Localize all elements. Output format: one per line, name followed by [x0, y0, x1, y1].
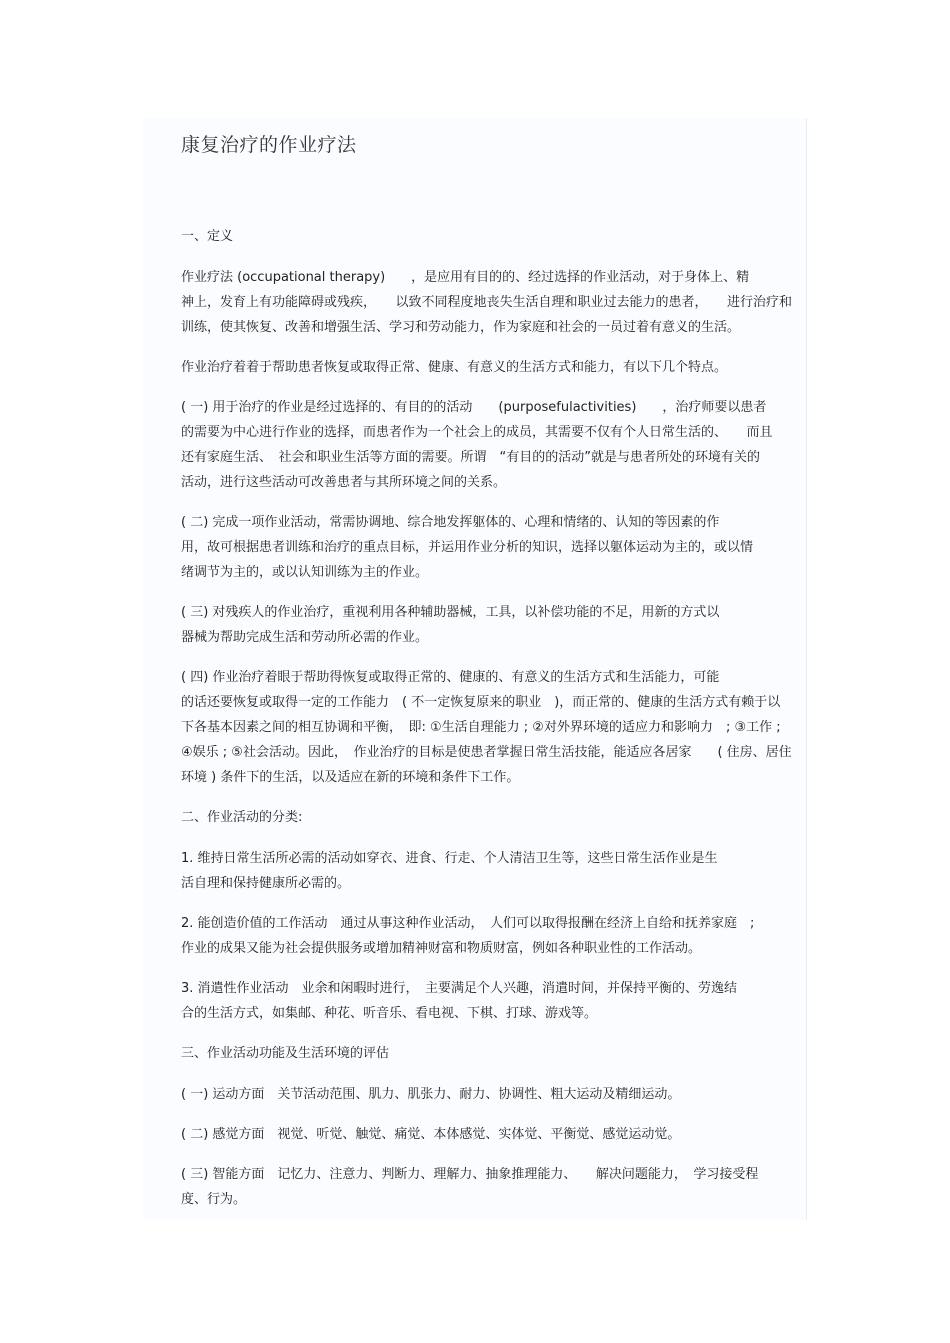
text-line: ④娱乐 ; ⑤社会活动。因此， 作业治疗的目标是使患者掌握日常生活技能，能适应各居家 ( 住房、居住 — [181, 745, 792, 760]
text-line: ( 三) 智能方面 记忆力、注意力、判断力、理解力、抽象推理能力、 解决问题能力， 学习接受程 — [181, 1167, 759, 1182]
text-line: ( 三) 对残疾人的作业治疗，重视利用各种辅助器械，工具，以补偿功能的不足，用新的方式以 — [181, 605, 720, 620]
paragraph — [143, 1162, 807, 1212]
text-line: 作业治疗着着于帮助患者恢复或取得正常、健康、有意义的生活方式和能力，有以下几个特点。 — [181, 360, 728, 375]
document-title: 康复治疗的作业疗法 — [181, 134, 357, 156]
text-line: 作业疗法 (occupational therapy) ，是应用有目的的、经过选择的作业活动，对于身体上、精 — [181, 270, 750, 285]
text-line: 下各基本因素之间的相互协调和平衡， 即: ①生活自理能力 ; ②对外界环境的适应力和影响力 ; ③工作 ; — [181, 720, 781, 735]
paragraph — [143, 600, 807, 650]
text-line: 1. 维持日常生活所必需的活动如穿衣、进食、行走、个人清洁卫生等，这些日常生活作业是生 — [181, 851, 718, 866]
text-line: 活自理和保持健康所必需的。 — [181, 876, 351, 891]
paragraph — [143, 355, 807, 380]
paragraph — [143, 510, 807, 585]
paragraph — [143, 911, 807, 961]
text-line: 器械为帮助完成生活和劳动所必需的作业。 — [181, 630, 429, 645]
document-body — [143, 224, 807, 1227]
text-line: 还有家庭生活、 社会和职业生活等方面的需要。所谓 “有目的的活动”就是与患者所处的环境有关的 — [181, 450, 760, 465]
paragraph — [143, 1082, 807, 1107]
text-line: ( 一) 用于治疗的作业是经过选择的、有目的的活动 (purposefulactivities) ，治疗师要以患者 — [181, 400, 767, 415]
text-line: 环境 ) 条件下的生活，以及适应在新的环境和条件下工作。 — [181, 770, 520, 785]
paragraph — [143, 976, 807, 1026]
text-line: 3. 消遣性作业活动 业余和闲暇时进行， 主要满足个人兴趣，消遣时间，并保持平衡的、劳逸结 — [181, 981, 738, 996]
paragraph — [143, 395, 807, 495]
text-line: 训练，使其恢复、改善和增强生活、学习和劳动能力，作为家庭和社会的一员过着有意义的生活。 — [181, 320, 741, 335]
text-line: 的话还要恢复或取得一定的工作能力 ( 不一定恢复原来的职业 )，而正常的、健康的生活方式有赖于以 — [181, 695, 781, 710]
text-line: ( 四) 作业治疗着眼于帮助得恢复或取得正常的、健康的、有意义的生活方式和生活能力，可能 — [181, 670, 720, 685]
text-line: 神上，发育上有功能障碍或残疾， 以致不同程度地丧失生活自理和职业过去能力的患者， 进行治疗和 — [181, 295, 793, 310]
paragraph — [143, 1122, 807, 1147]
text-line: 三、作业活动功能及生活环境的评估 — [181, 1046, 390, 1061]
section-heading — [181, 1041, 807, 1066]
text-line: ( 二) 感觉方面 视觉、听觉、触觉、痛觉、本体感觉、实体觉、平衡觉、感觉运动觉。 — [181, 1127, 681, 1142]
document-page — [143, 118, 807, 1220]
text-line: ( 二) 完成一项作业活动，常需协调地、综合地发挥躯体的、心理和情绪的、认知的等因素的作 — [181, 515, 720, 530]
text-line: 用，故可根据患者训练和治疗的重点目标，并运用作业分析的知识，选择以躯体运动为主的，或以情 — [181, 540, 754, 555]
text-line: 作业的成果又能为社会提供服务或增加精神财富和物质财富，例如各种职业性的工作活动。 — [181, 941, 702, 956]
text-line: 活动，进行这些活动可改善患者与其所环境之间的关系。 — [181, 475, 507, 490]
paragraph — [143, 846, 807, 896]
text-line: 绪调节为主的，或以认知训练为主的作业。 — [181, 565, 429, 580]
text-line: 一、定义 — [181, 229, 234, 244]
text-line: 二、作业活动的分类: — [181, 810, 303, 825]
section-heading — [181, 224, 807, 249]
text-line: 2. 能创造价值的工作活动 通过从事这种作业活动， 人们可以取得报酬在经济上自给和抚养家庭 ; — [181, 916, 755, 931]
text-line: 度、行为。 — [181, 1192, 247, 1207]
text-line: 的需要为中心进行作业的选择，而患者作为一个社会上的成员，其需要不仅有个人日常生活的、 而且 — [181, 425, 773, 440]
paragraph — [143, 265, 807, 340]
section-heading — [181, 805, 807, 830]
text-line: 合的生活方式，如集邮、种花、听音乐、看电视、下棋、打球、游戏等。 — [181, 1006, 598, 1021]
text-line: ( 一) 运动方面 关节活动范围、肌力、肌张力、耐力、协调性、粗大运动及精细运动。 — [181, 1087, 681, 1102]
paragraph — [143, 665, 807, 790]
